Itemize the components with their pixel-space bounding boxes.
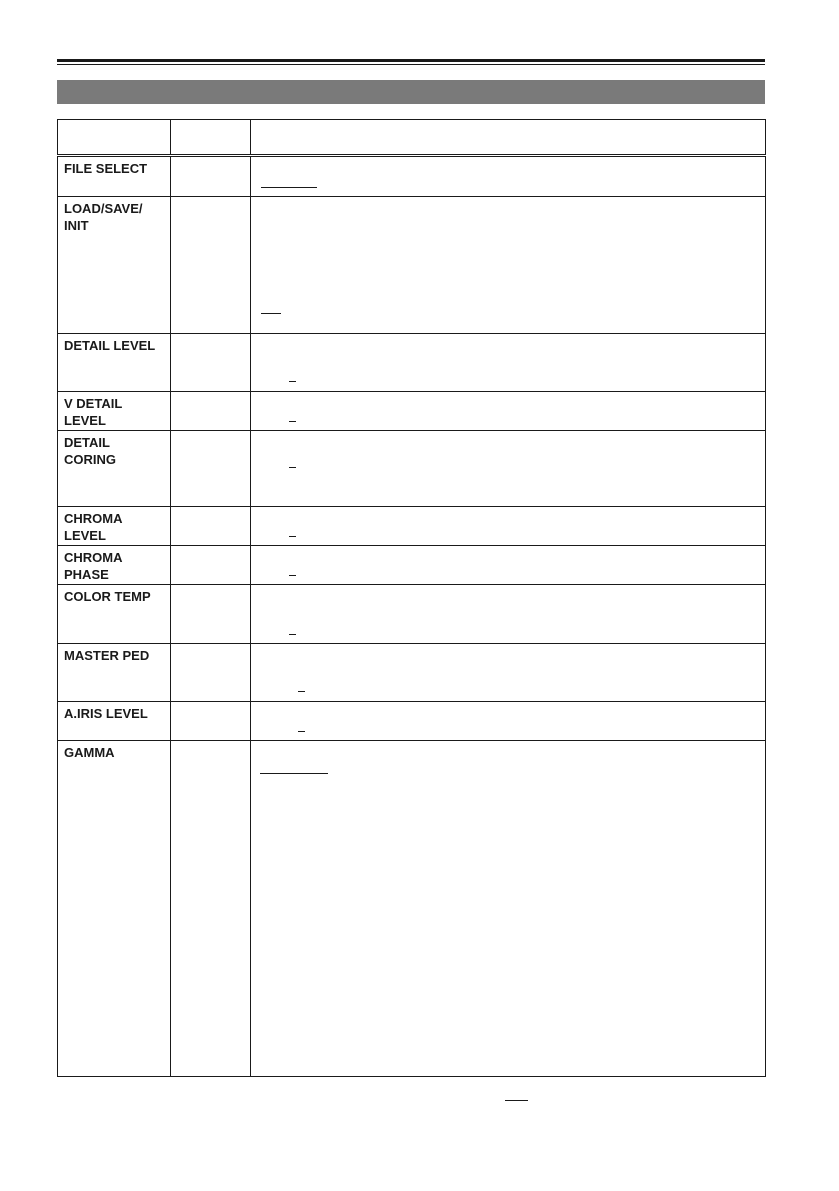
display-cell <box>171 392 251 431</box>
display-cell <box>171 702 251 741</box>
item-detail-coring: DETAIL CORING <box>64 435 116 467</box>
default-underline <box>289 421 296 422</box>
item-chroma-phase: CHROMA PHASE <box>64 550 123 582</box>
header-item-cell <box>58 120 171 156</box>
display-cell <box>171 334 251 392</box>
description-cell <box>251 431 766 507</box>
description-cell <box>251 546 766 585</box>
header-description-cell <box>251 120 766 156</box>
description-cell <box>251 702 766 741</box>
default-underline <box>289 575 296 576</box>
footer-underline <box>505 1100 528 1101</box>
description-cell <box>251 334 766 392</box>
item-color-temp: COLOR TEMP <box>64 589 151 604</box>
description-cell <box>251 156 766 197</box>
item-load-save-init: LOAD/SAVE/ INIT <box>64 201 143 233</box>
table-row <box>58 546 766 585</box>
description-cell <box>251 585 766 644</box>
description-cell <box>251 197 766 334</box>
item-file-select: FILE SELECT <box>64 161 148 176</box>
description-cell <box>251 644 766 702</box>
default-underline <box>289 467 296 468</box>
table-row <box>58 702 766 741</box>
display-cell <box>171 546 251 585</box>
item-v-detail-level: V DETAIL LEVEL <box>64 396 123 428</box>
item-detail-level: DETAIL LEVEL <box>64 338 156 353</box>
default-underline <box>289 536 296 537</box>
settings-table <box>57 119 766 1077</box>
display-cell <box>171 507 251 546</box>
default-underline <box>298 691 305 692</box>
table-row <box>58 334 766 392</box>
display-cell <box>171 197 251 334</box>
display-cell <box>171 644 251 702</box>
default-underline <box>289 381 296 382</box>
table-row <box>58 156 766 197</box>
header-rule-thin <box>57 64 765 65</box>
item-chroma-level: CHROMA LEVEL <box>64 511 123 543</box>
display-cell <box>171 741 251 1077</box>
default-underline <box>260 773 328 774</box>
header-display-cell <box>171 120 251 156</box>
display-cell <box>171 585 251 644</box>
default-underline <box>261 313 281 314</box>
description-cell <box>251 392 766 431</box>
item-master-ped: MASTER PED <box>64 648 150 663</box>
table-header-row <box>58 120 766 156</box>
item-a-iris-level: A.IRIS LEVEL <box>64 706 148 721</box>
table-row <box>58 197 766 334</box>
display-cell <box>171 431 251 507</box>
default-underline <box>261 187 317 188</box>
table-row <box>58 741 766 1077</box>
item-gamma: GAMMA <box>64 745 115 760</box>
default-underline <box>298 731 305 732</box>
table-row <box>58 431 766 507</box>
header-rule <box>57 59 765 62</box>
section-title-bar <box>57 80 765 104</box>
table-row <box>58 644 766 702</box>
table-row <box>58 507 766 546</box>
description-cell <box>251 741 766 1077</box>
default-underline <box>289 634 296 635</box>
table-row <box>58 585 766 644</box>
description-cell <box>251 507 766 546</box>
table-row <box>58 392 766 431</box>
display-cell <box>171 156 251 197</box>
